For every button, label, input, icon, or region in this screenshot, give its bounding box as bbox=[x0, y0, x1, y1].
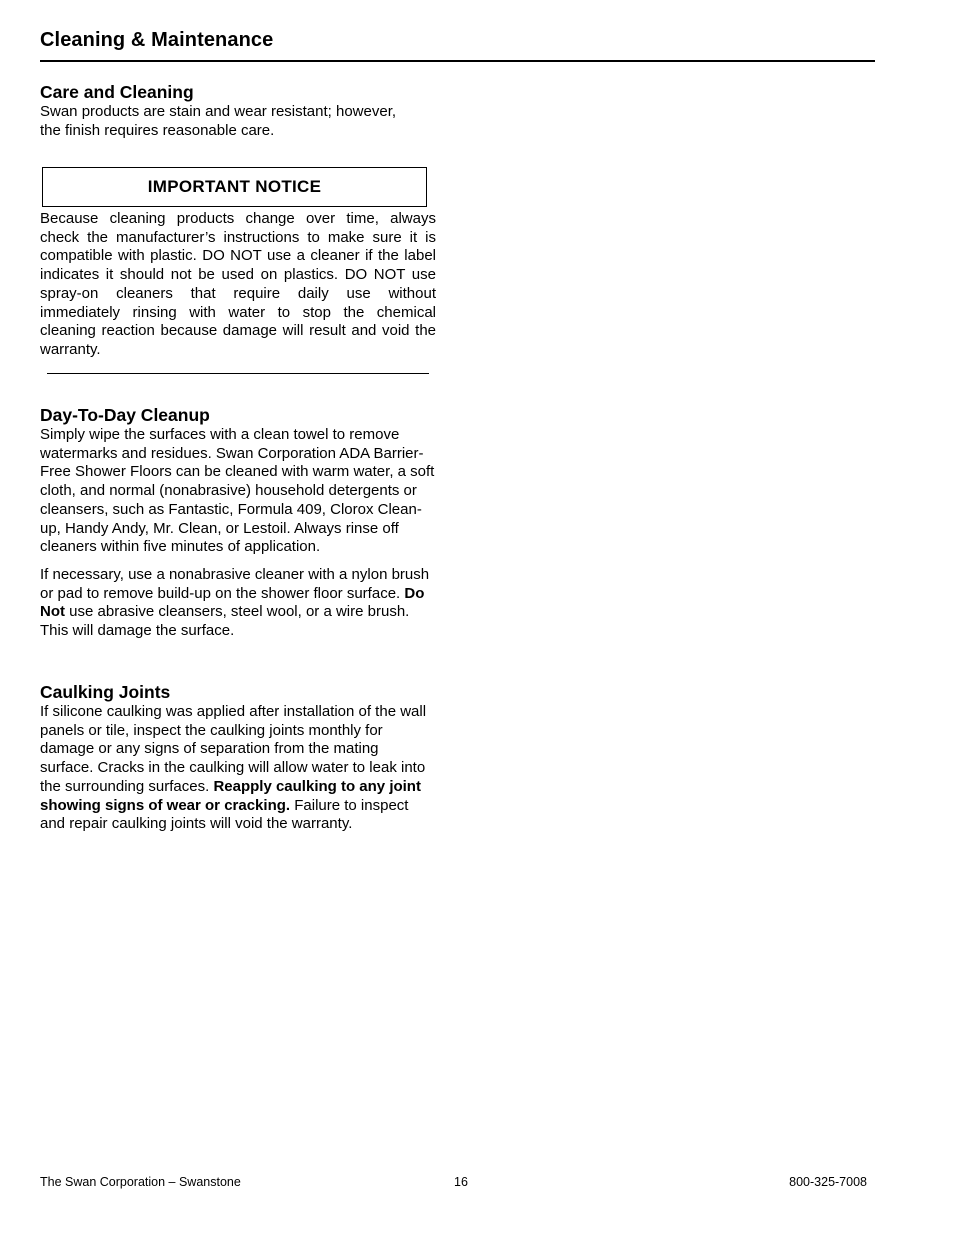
caulking-para bbox=[40, 703, 435, 834]
notice-rule bbox=[47, 373, 429, 374]
header-rule bbox=[40, 60, 875, 62]
important-notice-box bbox=[42, 167, 427, 207]
day-to-day-para-2 bbox=[40, 566, 432, 641]
footer-page-number: 16 bbox=[454, 1175, 468, 1189]
notice-body: Because cleaning products change over time, always check the manufacturer’s instructions to make sure it is compatible with plastic. DO NOT use a cleaner if the label indicates it should not be used on plastics. DO NOT use spray-on cleaners that require daily use without immediately rinsing with water to stop the chemical cleaning reaction because damage will result and void the warranty. bbox=[40, 210, 436, 358]
notice-section bbox=[40, 210, 436, 360]
caulking-section bbox=[40, 681, 436, 834]
day-to-day-heading: Day-To-Day Cleanup bbox=[40, 405, 210, 425]
day-to-day-section bbox=[40, 404, 436, 641]
day-to-day-para-1: Simply wipe the surfaces with a clean towel to remove watermarks and residues. Swan Corporation ADA Barrier-Free Shower Floors can be cleaned with warm water, a soft cloth, and normal (nonabrasive) household detergents or cleansers, such as Fantastic, Formula 409, Clorox Clean-up, Handy Andy, Mr. Clean, or Lestoil. Always rinse off cleaners within five minutes of application. bbox=[40, 426, 435, 556]
caulking-para-a: If silicone caulking was applied after installation of the wall panels or tile, inspect the caulking joints monthly for damage or any signs of separation from the mating surface. Cracks in the caulking will allow water to leak into the surrounding surfaces. bbox=[40, 703, 427, 795]
notice-title: IMPORTANT NOTICE bbox=[147, 177, 322, 196]
caulking-para-b: Failure to inspect and repair caulking joints will void the warranty. bbox=[40, 796, 409, 833]
day-to-day-para-2-bold: Do Not bbox=[40, 584, 425, 621]
caulking-heading: Caulking Joints bbox=[40, 682, 171, 702]
day-to-day-para-2-b: use abrasive cleansers, steel wool, or a wire brush. This will damage the surface. bbox=[40, 603, 410, 640]
footer-company: The Swan Corporation – Swanstone bbox=[40, 1175, 241, 1189]
footer-phone: 800-325-7008 bbox=[789, 1175, 867, 1189]
care-intro: Swan products are stain and wear resistant; however, the finish requires reasonable care. bbox=[40, 103, 397, 139]
page-title: Cleaning & Maintenance bbox=[40, 29, 274, 51]
caulking-para-bold: Reapply caulking to any joint showing signs of wear or cracking. bbox=[40, 777, 421, 814]
day-to-day-para-2-a: If necessary, use a nonabrasive cleaner with a nylon brush or pad to remove build-up on the shower floor surface. bbox=[40, 565, 430, 602]
care-section bbox=[40, 81, 436, 140]
care-heading: Care and Cleaning bbox=[40, 82, 194, 102]
